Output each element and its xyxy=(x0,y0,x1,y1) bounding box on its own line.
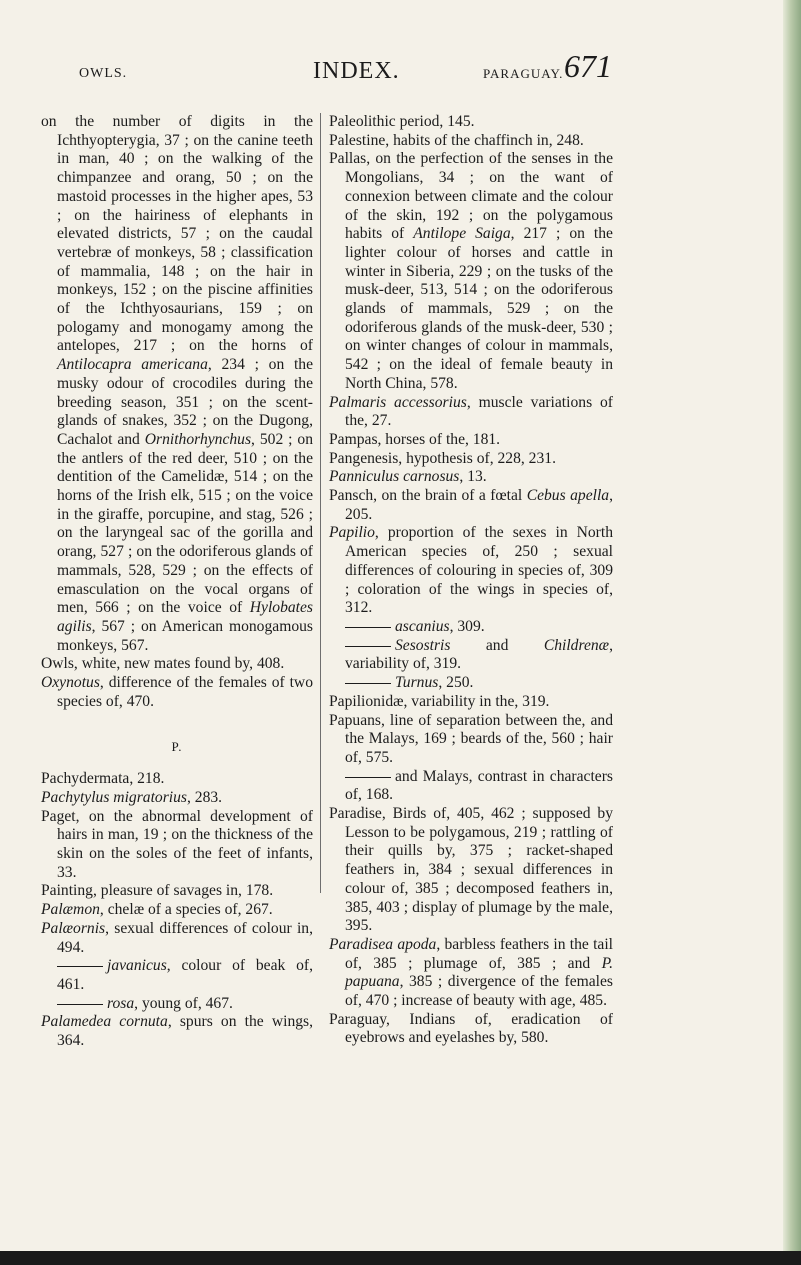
index-entry: Paget, on the abnormal development of hairs in man, 19 ; on the thickness of the skin on the soles of the feet of infants, 33. xyxy=(41,807,313,881)
index-entry: Panniculus carnosus, 13. xyxy=(329,468,487,486)
index-entry: Paraguay, Indians of, eradication of eyebrows and eyelashes by, 580. xyxy=(329,1010,613,1047)
index-entry: Pachydermata, 218. xyxy=(41,770,165,788)
index-entry: Papilio, proportion of the sexes in North American species of, 250 ; sexual differences of colouring in species of, 309 ; coloration of the wings in species of, 312. xyxy=(329,524,613,617)
ditto-rule xyxy=(345,646,391,647)
index-entry: Palæornis, sexual differences of colour in, 494. xyxy=(41,919,313,956)
bottom-band xyxy=(0,1251,801,1265)
index-entry: Palestine, habits of the chaffinch in, 248. xyxy=(329,131,584,149)
index-subentry: ascanius, 309. xyxy=(329,618,613,637)
index-entry: Pampas, horses of the, 181. xyxy=(329,430,501,448)
page-edge xyxy=(783,0,801,1265)
ditto-rule xyxy=(57,1004,103,1005)
index-subentry: and Malays, contrast in characters of, 168. xyxy=(345,767,613,804)
index-subentry: Sesostris and Childrenæ, variability of, 319. xyxy=(345,636,613,673)
index-entry: Palmaris accessorius, muscle variations of the, 27. xyxy=(329,393,614,430)
index-entry: Pansch, on the brain of a fœtal Cebus apella, 205. xyxy=(329,487,613,523)
index-entry: Pangenesis, hypothesis of, 228, 231. xyxy=(329,449,556,467)
left-column xyxy=(41,113,313,1051)
ditto-rule xyxy=(345,777,391,778)
index-subentry: javanicus, colour of beak of, 461. xyxy=(57,957,313,993)
index-entry: Owls, white, new mates found by, 408. xyxy=(41,655,285,673)
ditto-rule xyxy=(345,627,391,628)
index-subentry: Turnus, 250. xyxy=(329,674,613,693)
index-entry: Papilionidæ, variability in the, 319. xyxy=(329,692,550,710)
index-entry: Pallas, on the perfection of the senses in the Mongolians, 34 ; on the want of connexion between climate and the colour of the skin, 192 ; on the polygamous habits of Antilope Saiga, 217 ; on the lighter colour of horses and cattle in winter in Siberia, 229 ; on the tusks of the musk-deer, 513, 514 ; on the odoriferous glands of mammals, 529 ; on the odoriferous glands of the musk-deer, 530 ; on winter changes of colour in mammals, 542 ; on the ideal of female beauty in North China, 578. xyxy=(329,150,613,392)
index-entry: Oxynotus, difference of the females of two species of, 470. xyxy=(41,674,313,710)
index-entry: on the number of digits in the Ichthyopterygia, 37 ; on the canine teeth in man, 40 ; on the walking of the chimpanzee and orang, 50 ; on the mastoid processes in the higher apes, 53 ; on the hairiness of elephants in elevated districts, 57 ; on the caudal vertebræ of monkeys, 58 ; classification of mammalia, 148 ; on the hair in monkeys, 152 ; on the piscine affinities of the Ichthyosaurians, 159 ; on pologamy and monogamy among the antelopes, 217 ; on the horns of Antilocapra americana, 234 ; on the musky odour of crocodiles during the breeding season, 351 ; on the scent-glands of snakes, 352 ; on the Dugong, Cachalot and Ornithorhynchus, 502 ; on the antlers of the red deer, 510 ; on the dentition of the Camelidæ, 514 ; on the horns of the Irish elk, 515 ; on the voice in the giraffe, porcupine, and stag, 526 ; on the laryngeal sac of the gorilla and orang, 527 ; on the odoriferous glands of mammals, 528, 529 ; on the effects of emasculation on the vocal organs of men, 566 ; on the voice of Hylobates agilis, 567 ; on American monogamous monkeys, 567. xyxy=(41,113,313,654)
page-number: 671 xyxy=(564,48,612,84)
index-entry: Paradisea apoda, barbless feathers in the tail of, 385 ; plumage of, 385 ; and P. papuana, 385 ; divergence of the females of, 470 ; increase of beauty with age, 485. xyxy=(329,935,613,1010)
index-entry: Painting, pleasure of savages in, 178. xyxy=(41,882,274,900)
index-entry: Palamedea cornuta, spurs on the wings, 364. xyxy=(41,1013,314,1050)
running-head-left: OWLS. xyxy=(79,66,128,81)
index-entry: Pachytylus migratorius, 283. xyxy=(41,788,223,806)
ditto-rule xyxy=(345,683,391,684)
right-column xyxy=(329,113,613,1048)
running-head-right: PARAGUAY. xyxy=(483,66,564,81)
index-entry: Paleolithic period, 145. xyxy=(329,113,475,130)
index-entry: Paradise, Birds of, 405, 462 ; supposed by Lesson to be polygamous, 219 ; rattling of their quills by, 375 ; racket-shaped feathers in, 384 ; sexual differences in colour of, 385 ; decomposed feathers in, 385, 403 ; display of plumage by the male, 395. xyxy=(329,805,613,935)
ditto-rule xyxy=(57,966,103,967)
index-entry: Papuans, line of separation between the, and the Malays, 169 ; beards of the, 560 ; hair of, 575. xyxy=(329,711,613,766)
section-letter: P. xyxy=(171,738,183,754)
index-entry: Palæmon, chelæ of a species of, 267. xyxy=(41,901,273,919)
index-subentry: rosa, young of, 467. xyxy=(41,995,313,1014)
column-divider xyxy=(320,113,321,893)
running-head-center: INDEX. xyxy=(313,58,400,84)
